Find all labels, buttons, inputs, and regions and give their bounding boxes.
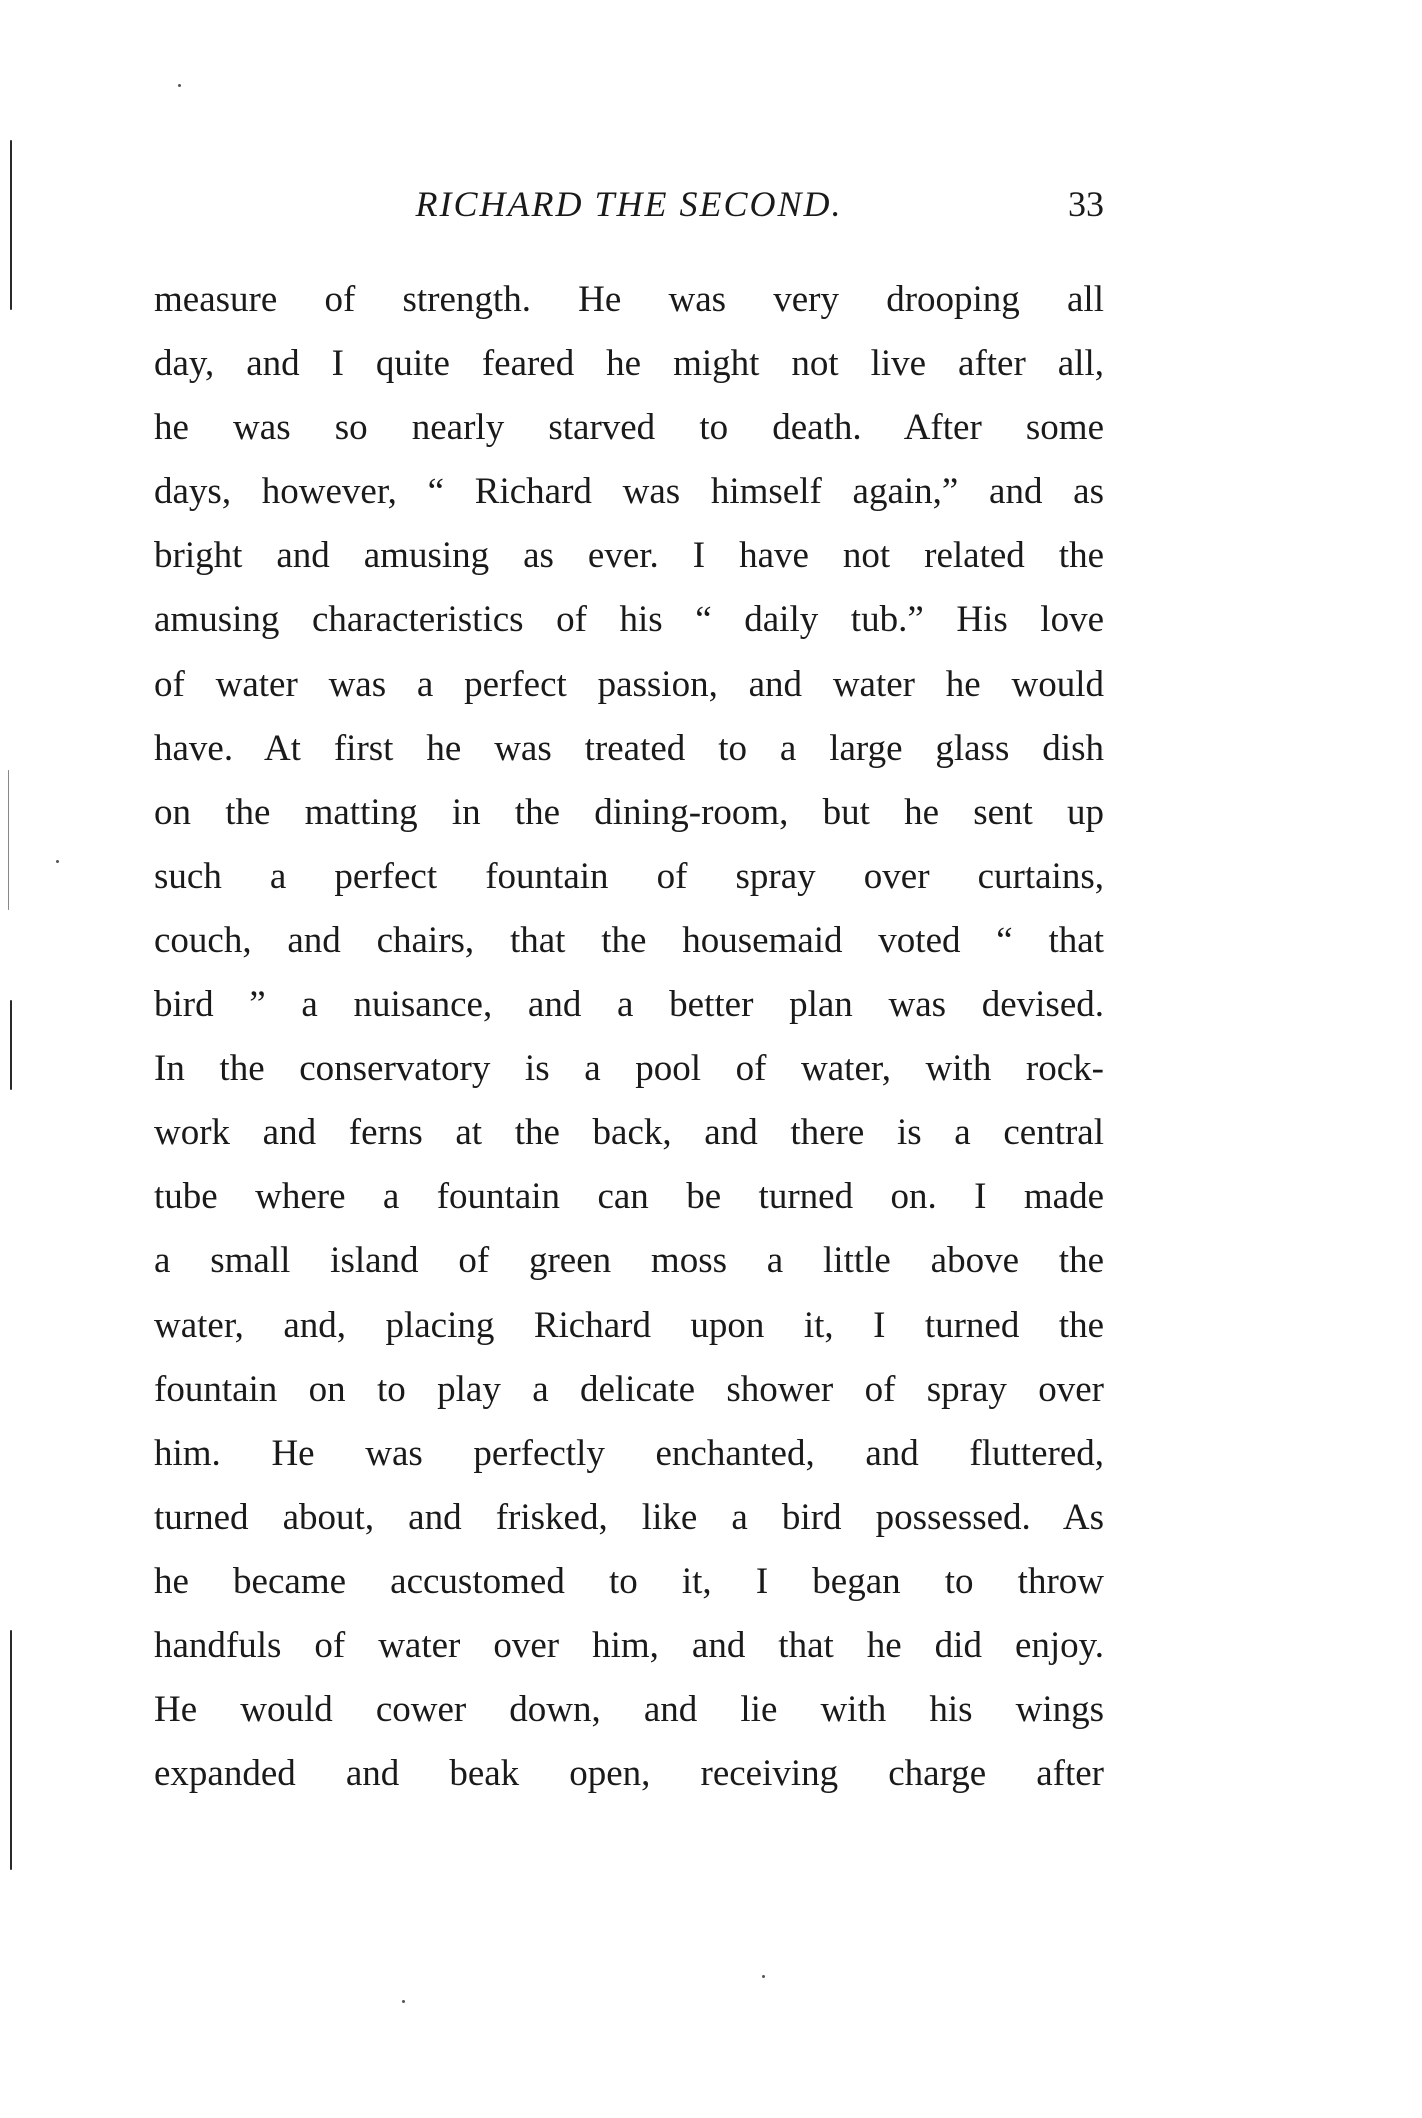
running-title: RICHARD THE SECOND. (415, 184, 843, 224)
page-number: 33 (1068, 184, 1104, 224)
body-text (154, 268, 1104, 1806)
text-line: such a perfect fountain of spray over curtains, (154, 855, 1104, 897)
text-line: tube where a fountain can be turned on. I made (154, 1176, 1104, 1218)
text-line: bird ” a nuisance, and a better plan was devised. (154, 984, 1104, 1026)
scan-artifact (10, 140, 12, 310)
scan-speck (56, 860, 59, 863)
text-line: handfuls of water over him, and that he did enjoy. (154, 1624, 1104, 1666)
text-line: couch, and chairs, that the housemaid voted “ that (154, 919, 1104, 961)
text-line: he became accustomed to it, I began to throw (154, 1560, 1104, 1602)
scan-speck (762, 1975, 765, 1978)
text-line: expanded and beak open, receiving charge after (154, 1753, 1104, 1795)
text-line: on the matting in the dining-room, but he sent up (154, 791, 1104, 833)
scan-artifact (10, 1630, 12, 1870)
text-line: day, and I quite feared he might not live after all, (154, 343, 1104, 385)
scan-artifact (10, 1000, 12, 1090)
text-line: him. He was perfectly enchanted, and fluttered, (154, 1432, 1104, 1474)
text-line: measure of strength. He was very drooping all (154, 279, 1104, 320)
text-line: a small island of green moss a little above the (154, 1240, 1104, 1282)
running-header (154, 176, 1104, 232)
text-line: have. At first he was treated to a large glass dish (154, 727, 1104, 769)
text-line: water, and, placing Richard upon it, I turned the (154, 1304, 1104, 1346)
text-line: of water was a perfect passion, and water he would (154, 663, 1104, 705)
text-line: amusing characteristics of his “ daily tub.” His love (154, 599, 1104, 641)
scan-speck (178, 84, 181, 87)
scan-speck (402, 2000, 405, 2003)
text-line: fountain on to play a delicate shower of spray over (154, 1368, 1104, 1410)
text-line: bright and amusing as ever. I have not related the (154, 535, 1104, 577)
text-line: work and ferns at the back, and there is a central (154, 1112, 1104, 1154)
scan-artifact (8, 770, 9, 910)
text-line: days, however, “ Richard was himself again,” and as (154, 471, 1104, 513)
text-line: In the conservatory is a pool of water, with rock- (154, 1048, 1104, 1090)
text-line: he was so nearly starved to death. After some (154, 407, 1104, 449)
text-line: turned about, and frisked, like a bird possessed. As (154, 1496, 1104, 1538)
text-line: He would cower down, and lie with his wings (154, 1689, 1104, 1731)
